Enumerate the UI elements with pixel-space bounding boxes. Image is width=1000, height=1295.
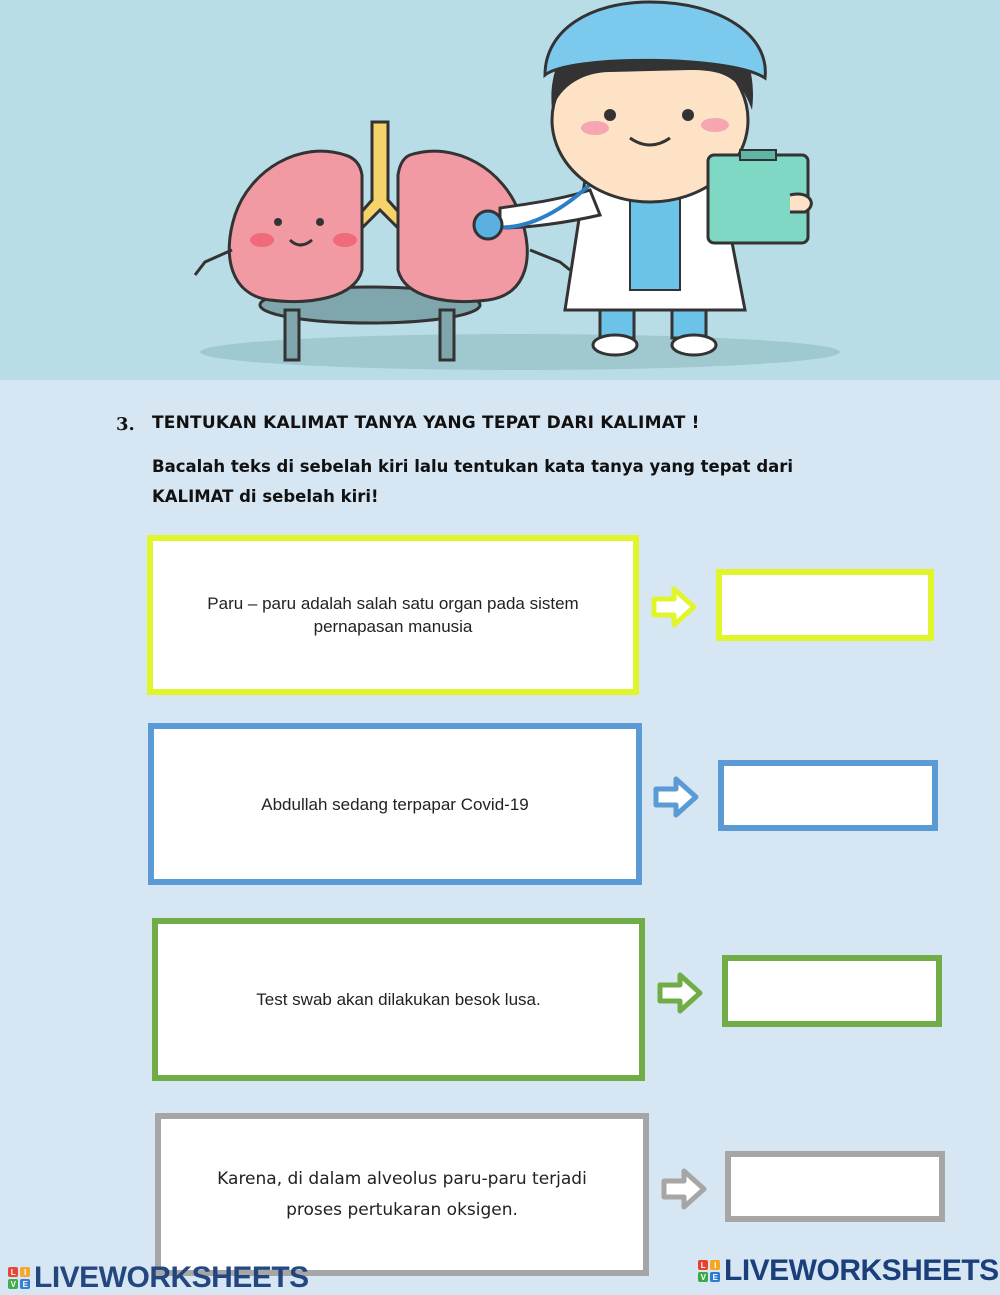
question-instruction: Bacalah teks di sebelah kiri lalu tentukan kata tanya yang tepat dari KALIMAT di sebelah kiri!	[152, 457, 794, 506]
sentence-box-1	[147, 535, 639, 695]
answer-input-2[interactable]	[718, 760, 938, 831]
doctor-lungs-illustration	[0, 0, 1000, 380]
illustration-header	[0, 0, 1000, 380]
liveworksheets-brand-text: LIVEWORKSHEETS	[34, 1261, 309, 1294]
arrow-right-icon	[650, 583, 698, 631]
question-number: 3.	[116, 414, 135, 435]
sentence-text-3: Test swab akan dilakukan besok lusa.	[256, 990, 541, 1009]
sentence-text-2: Abdullah sedang terpapar Covid-19	[261, 794, 529, 814]
liveworksheets-logo-left	[8, 1262, 309, 1294]
answer-input-1[interactable]	[716, 569, 934, 641]
liveworksheets-badge-icon: L I V E	[698, 1260, 720, 1282]
arrow-right-icon	[652, 773, 700, 821]
arrow-right-icon	[656, 969, 704, 1017]
sentence-text-1: Paru – paru adalah salah satu organ pada sistem pernapasan manusia	[207, 594, 579, 636]
sentence-box-4	[155, 1113, 649, 1276]
question-title: TENTUKAN KALIMAT TANYA YANG TEPAT DARI KALIMAT !	[152, 413, 700, 433]
sentence-box-2	[148, 723, 642, 885]
liveworksheets-brand-text: LIVEWORKSHEETS	[724, 1254, 999, 1287]
sentence-text-4: Karena, di dalam alveolus paru-paru terjadi proses pertukaran oksigen.	[217, 1168, 587, 1220]
arrow-right-icon	[660, 1165, 708, 1213]
answer-input-4[interactable]	[725, 1151, 945, 1222]
liveworksheets-badge-icon: L I V E	[8, 1267, 30, 1289]
liveworksheets-logo-right	[698, 1254, 999, 1288]
answer-input-3[interactable]	[722, 955, 942, 1027]
sentence-box-3	[152, 918, 645, 1081]
